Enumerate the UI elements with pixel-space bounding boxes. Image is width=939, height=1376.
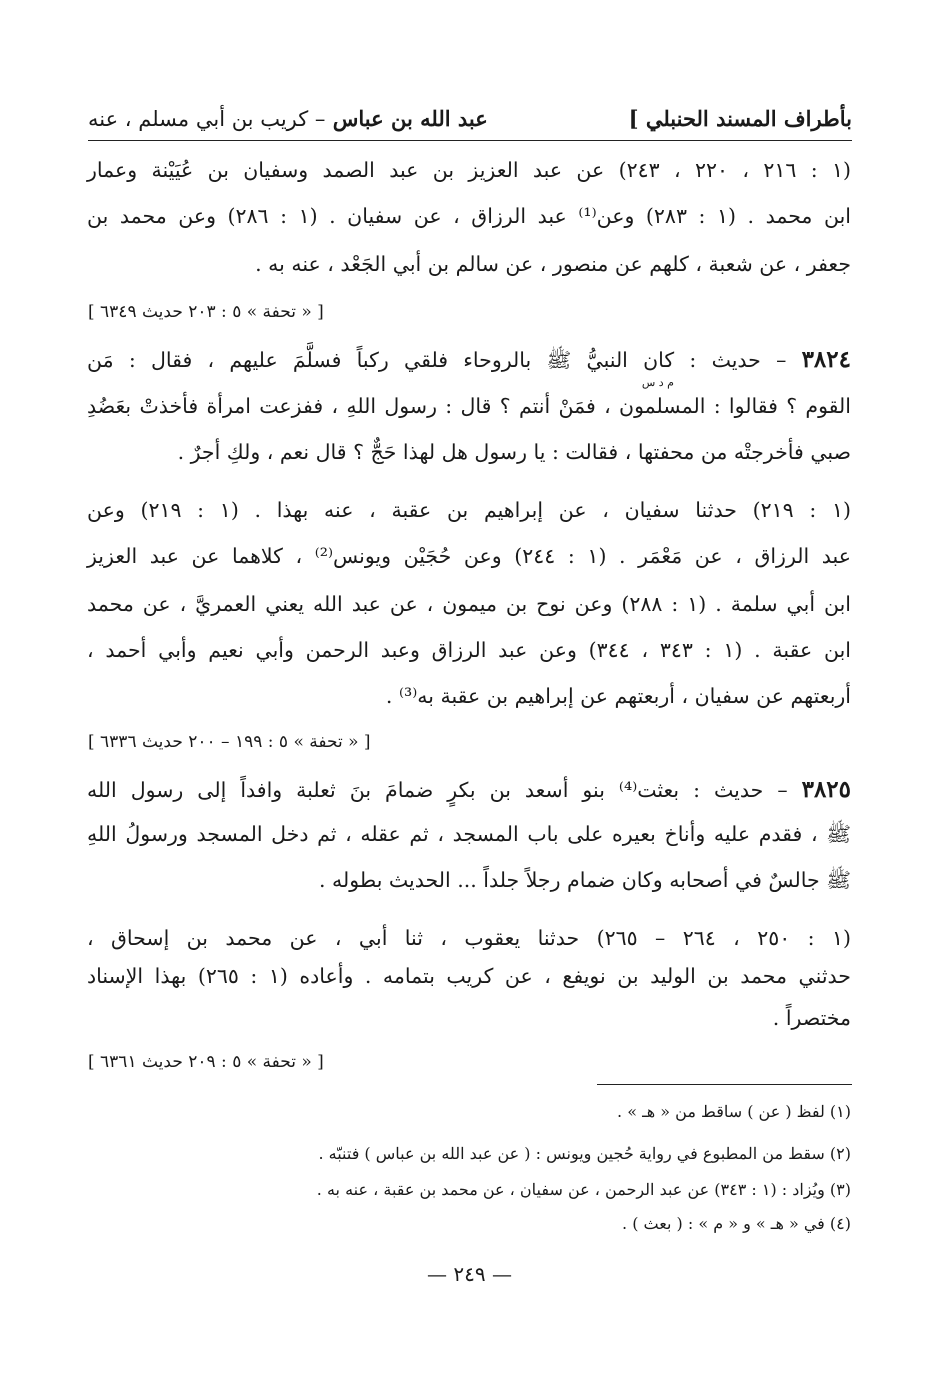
text-line: ابن محمد . (١ : ٢٨٣) وعن⁽¹⁾ عبد الرزاق ، عن سفيان . (١ : ٢٨٦) وعن محمد بن bbox=[87, 204, 851, 228]
header-chapter bbox=[88, 106, 488, 131]
hadith-text: – حديث : كان النبيُّ ﷺ بالروحاء فلقي ركباً فسلَّمَ عليهم ، فقال : مَن bbox=[87, 348, 787, 372]
page-number: — ٢٤٩ — bbox=[427, 1262, 512, 1286]
source-line: حدثني محمد بن الوليد بن نويفع ، عن كريب بتمامه . وأعاده (١ : ٢٦٥) بهذا الإسناد bbox=[87, 964, 851, 988]
footnote: (٢) سقط من المطبوع في رواية حُجين ويونس : ( عن عبد الله بن عباس ) فتنبّه . bbox=[318, 1144, 851, 1163]
running-header bbox=[88, 98, 852, 138]
footnote-rule bbox=[597, 1084, 852, 1085]
source-line: مختصراً . bbox=[772, 1006, 851, 1030]
source-line: ابن أبي سلمة . (١ : ٢٨٨) وعن نوح بن ميمون ، عن عبد الله يعني العمريَّ ، عن محمد bbox=[87, 592, 851, 616]
hadith-line bbox=[87, 348, 851, 371]
hadith-number: ٣٨٢٤ bbox=[801, 346, 851, 373]
source-line: ابن عقبة . (١ : ٣٤٣ ، ٣٤٤) وعن عبد الرزاق وعبد الرحمن وأبي نعيم وأبي أحمد ، bbox=[87, 638, 851, 662]
tuhfa-reference: [ « تحفة » ٥ : ١٩٩ – ٢٠٠ حديث ٦٣٣٦ ] bbox=[88, 732, 371, 752]
footnote: (١) لفظ ( عن ) ساقط من « هـ » . bbox=[617, 1102, 851, 1121]
hadith-line: ﷺ جالسٌ في أصحابه وكان ضمام رجلاً جلداً ... الحديث بطوله . bbox=[319, 868, 851, 892]
header-rule bbox=[88, 140, 852, 141]
source-line: (١ : ٢٥٠ ، ٢٦٤ – ٢٦٥) حدثنا يعقوب ، ثنا أبي ، عن محمد بن إسحاق ، bbox=[87, 926, 851, 950]
footnote: (٣) ويُزاد : (١ : ٣٤٣) عن عبد الرحمن ، عن سفيان ، عن محمد بن عقبة ، عنه به . bbox=[316, 1180, 851, 1199]
source-line: (١ : ٢١٩) حدثنا سفيان ، عن إبراهيم بن عقبة ، عنه بهذا . (١ : ٢١٩) وعن bbox=[87, 498, 851, 522]
hadith-number: ٣٨٢٥ bbox=[801, 776, 852, 803]
header-chapter-name: عبد الله بن عباس bbox=[332, 105, 488, 131]
tuhfa-reference: [ « تحفة » ٥ : ٢٠٩ حديث ٦٣٦١ ] bbox=[88, 1052, 324, 1072]
tuhfa-reference: [ « تحفة » ٥ : ٢٠٣ حديث ٦٣٤٩ ] bbox=[88, 302, 324, 322]
text-line: (١ : ٢١٦ ، ٢٢٠ ، ٢٤٣) عن عبد العزيز بن عبد الصمد وسفيان بن عُيَيْنة وعمار bbox=[87, 158, 851, 182]
hadith-line: صبي فأخرجتْه من محفتها ، فقالت : يا رسول هل لهذا حَجٌّ ؟ قال نعم ، ولكِ أجرٌ . bbox=[177, 440, 851, 464]
header-chapter-rest: – كريب بن أبي مسلم ، عنه bbox=[88, 106, 326, 131]
source-line: أربعتهم عن سفيان ، أربعتهم عن إبراهيم بن عقبة به⁽³⁾ . bbox=[385, 684, 851, 708]
hadith-line: ﷺ ، فقدم عليه وأناخ بعيره على باب المسجد ، ثم عقله ، ثم دخل المسجد ورسولُ اللهِ bbox=[87, 822, 851, 846]
hadith-line bbox=[87, 778, 851, 801]
source-line: عبد الرزاق ، عن مَعْمَر . (١ : ٢٤٤) وعن حُجَيْن ويونس⁽²⁾ ، كلاهما عن عبد العزيز bbox=[87, 544, 851, 568]
source-marker: م د س bbox=[641, 376, 674, 389]
header-book-title: بأطراف المسند الحنبلي ] bbox=[628, 105, 852, 131]
text-line: جعفر ، عن شعبة ، كلهم عن منصور ، عن سالم بن أبي الجَعْد ، عنه به . bbox=[255, 252, 851, 276]
hadith-text: – حديث : بعثت⁽⁴⁾ بنو أسعد بن بكرٍ ضمامَ بنَ ثعلبة وافداً إلى رسول الله bbox=[87, 778, 788, 802]
footnote: (٤) في « هـ » و « م » : ( بعث ) . bbox=[622, 1214, 851, 1233]
hadith-line: القوم ؟ فقالوا : المسلمون ، فمَنْ أنتم ؟ قال : رسول اللهِ ، ففزعت امرأة فأخذتْ بعَضُدِ bbox=[87, 394, 851, 418]
